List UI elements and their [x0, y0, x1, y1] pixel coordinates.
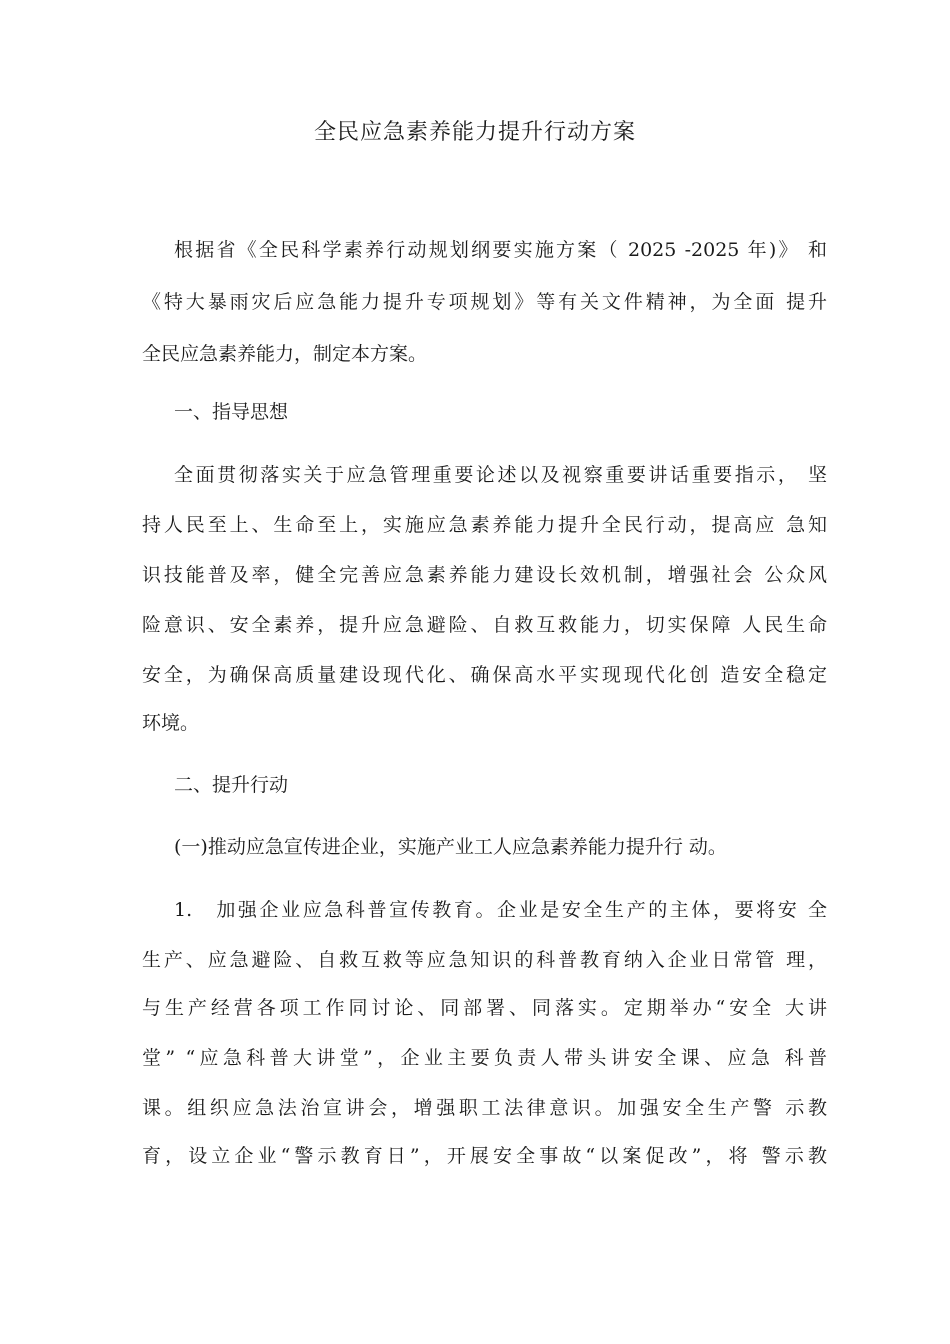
paragraph-line: 全面贯彻落实关于应急管理重要论述以及视察重要讲话重要指示， 坚	[174, 464, 827, 486]
paragraph-line: 《特大暴雨灾后应急能力提升专项规划》等有关文件精神，为全面 提升	[142, 291, 827, 313]
section-heading: 一、指导思想	[174, 401, 289, 423]
paragraph-line: 育，设立企业“警示教育日”，开展安全事故“以案促改”，将 警示教	[142, 1145, 827, 1167]
paragraph-line: 识技能普及率，健全完善应急素养能力建设长效机制，增强社会 公众风	[142, 564, 827, 586]
paragraph-line: 险意识、安全素养，提升应急避险、自救互救能力，切实保障 人民生命	[142, 614, 827, 636]
document-title: 全民应急素养能力提升行动方案	[313, 120, 636, 145]
paragraph-line: 环境。	[142, 712, 200, 734]
paragraph-line: 安全，为确保高质量建设现代化、确保高水平实现现代化创 造安全稳定	[142, 664, 827, 686]
paragraph-line: 课。组织应急法治宣讲会，增强职工法律意识。加强安全生产警 示教	[142, 1097, 827, 1119]
paragraph-line: 与生产经营各项工作同讨论、同部署、同落实。定期举办“安全 大讲	[142, 997, 827, 1019]
paragraph-line: 生产、应急避险、自救互救等应急知识的科普教育纳入企业日常管 理，	[142, 949, 827, 971]
paragraph-line: 持人民至上、生命至上，实施应急素养能力提升全民行动，提高应 急知	[142, 514, 827, 536]
paragraph-line: 堂” “应急科普大讲堂”，企业主要负责人带头讲安全课、应急 科普	[142, 1047, 827, 1069]
paragraph-line: 根据省《全民科学素养行动规划纲要实施方案（ 2025 -2025 年)》 和	[174, 239, 827, 261]
paragraph-line: 全民应急素养能力，制定本方案。	[142, 343, 428, 365]
paragraph-line: 1. 加强企业应急科普宣传教育。企业是安全生产的主体，要将安 全	[174, 899, 827, 921]
subsection-heading: (一)推动应急宣传进企业，实施产业工人应急素养能力提升行 动。	[174, 836, 727, 858]
section-heading: 二、提升行动	[174, 774, 289, 796]
